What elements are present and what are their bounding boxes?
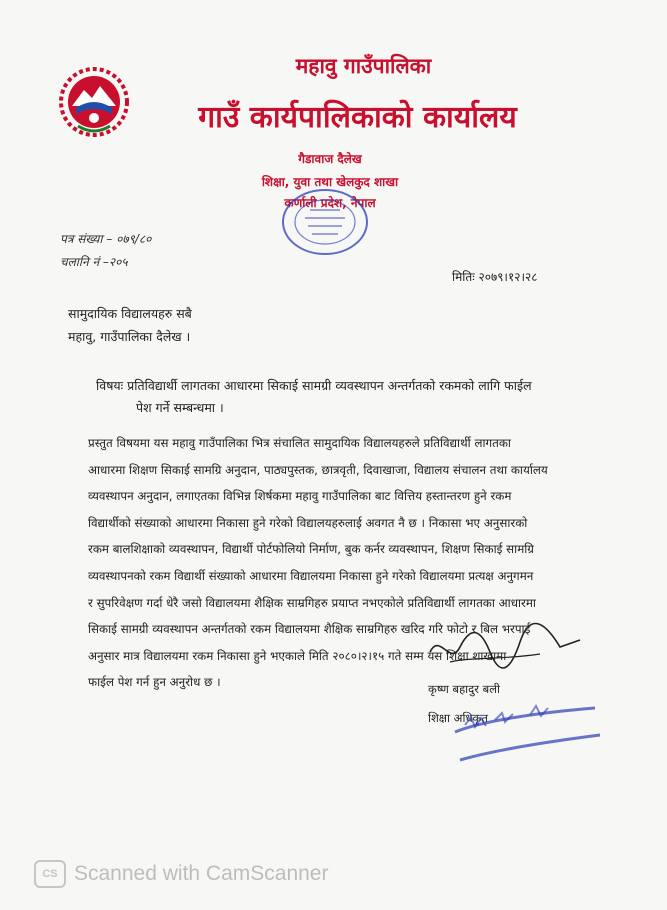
handwritten-signature [420, 612, 590, 682]
camscanner-icon: CS [34, 860, 66, 888]
signatory-name: कृष्ण बहादुर बली [428, 682, 500, 696]
body-line: व्यवस्थापन अनुदान, लगाएतका विभिन्न शिर्षकमा महावु गाउँपालिका बाट वित्तिय हस्तान्तरण हुने रकम [88, 489, 512, 504]
address-line: गैडावाज दैलेख [298, 152, 362, 166]
address-line: शिक्षा, युवा तथा खेलकुद शाखा [261, 175, 399, 189]
name-seal [435, 690, 610, 780]
camscanner-watermark [34, 860, 328, 888]
subject-line: विषयः प्रतिविद्यार्थी लागतका आधारमा सिकाई सामग्री व्यवस्थापन अन्तर्गतको रकमको लागि फाईल [96, 378, 532, 393]
address-line: कर्णाली प्रदेश, नेपाल [284, 196, 376, 210]
body-line: आधारमा शिक्षण सिकाई सामग्रि अनुदान, पाठ्यपुस्तक, छात्रवृती, दिवाखाजा, विद्यालय संचालन तथा कार्यालय [88, 462, 548, 477]
recipient-line: महावु, गाउँपालिका दैलेख । [68, 329, 191, 344]
office-name: गाउँ कार्यपालिकाको कार्यालय [198, 100, 517, 135]
body-line: व्यवस्थापनको रकम विद्यार्थी संख्याको आधारमा विद्यालयमा निकासा हुने गरेको विद्यालयमा प्रत्यक्ष अनुगमन [88, 568, 534, 583]
dispatch-number: चलानि नं –२०५ [60, 255, 128, 269]
watermark-text: Scanned with CamScanner [74, 862, 329, 885]
body-line: रकम बालशिक्षाको व्यवस्थापन, विद्यार्थी पोर्टफोलियो निर्माण, बुक कर्नर व्यवस्थापन, शिक्षण सिकाई सामग्रि [88, 542, 534, 557]
body-line: सिकाई सामग्री व्यवस्थापन अन्तर्गतको रकम विद्यालयमा शैक्षिक साम्रगिहरु खरिद गरि फोटो र बिल भरपाई [88, 622, 531, 637]
letter-number: पत्र संख्या – ०७९/८० [60, 232, 152, 246]
letter-date: मितिः २०७९।१२।२८ [452, 270, 538, 284]
office-round-stamp [270, 180, 380, 258]
signatory-title: शिक्षा अधिकृत [428, 711, 488, 725]
subject-line: पेश गर्ने सम्बन्धमा । [136, 400, 224, 415]
municipality-name: महावु गाउँपालिका [295, 54, 432, 78]
body-line: र सुपरिवेक्षण गर्दा धेरै जसो विद्यालयमा शैक्षिक साम्रगिहरु प्रयाप्त नभएकोले प्रतिविद्यार्थी लागतका आधारमा [88, 595, 536, 610]
body-line: फाईल पेश गर्न हुन अनुरोध छ । [88, 675, 221, 690]
body-line: प्रस्तुत विषयमा यस महावु गाउँपालिका भित्र संचालित सामुदायिक विद्यालयहरुले प्रतिविद्यार्थी लागतका [88, 436, 511, 450]
body-line: विद्यार्थीको संख्याको आधारमा निकासा हुने गरेको विद्यालयहरुलाई अवगत नै छ । निकासा भए अनुसारको [88, 515, 528, 530]
body-line: अनुसार मात्र विद्यालयमा रकम निकासा हुने भएकाले मिति २०८०।२।१५ गते सम्म यस शिक्षा शाखामा [88, 648, 507, 663]
subject [96, 375, 566, 419]
recipient-line: सामुदायिक विद्यालयहरु सबै [68, 306, 192, 321]
